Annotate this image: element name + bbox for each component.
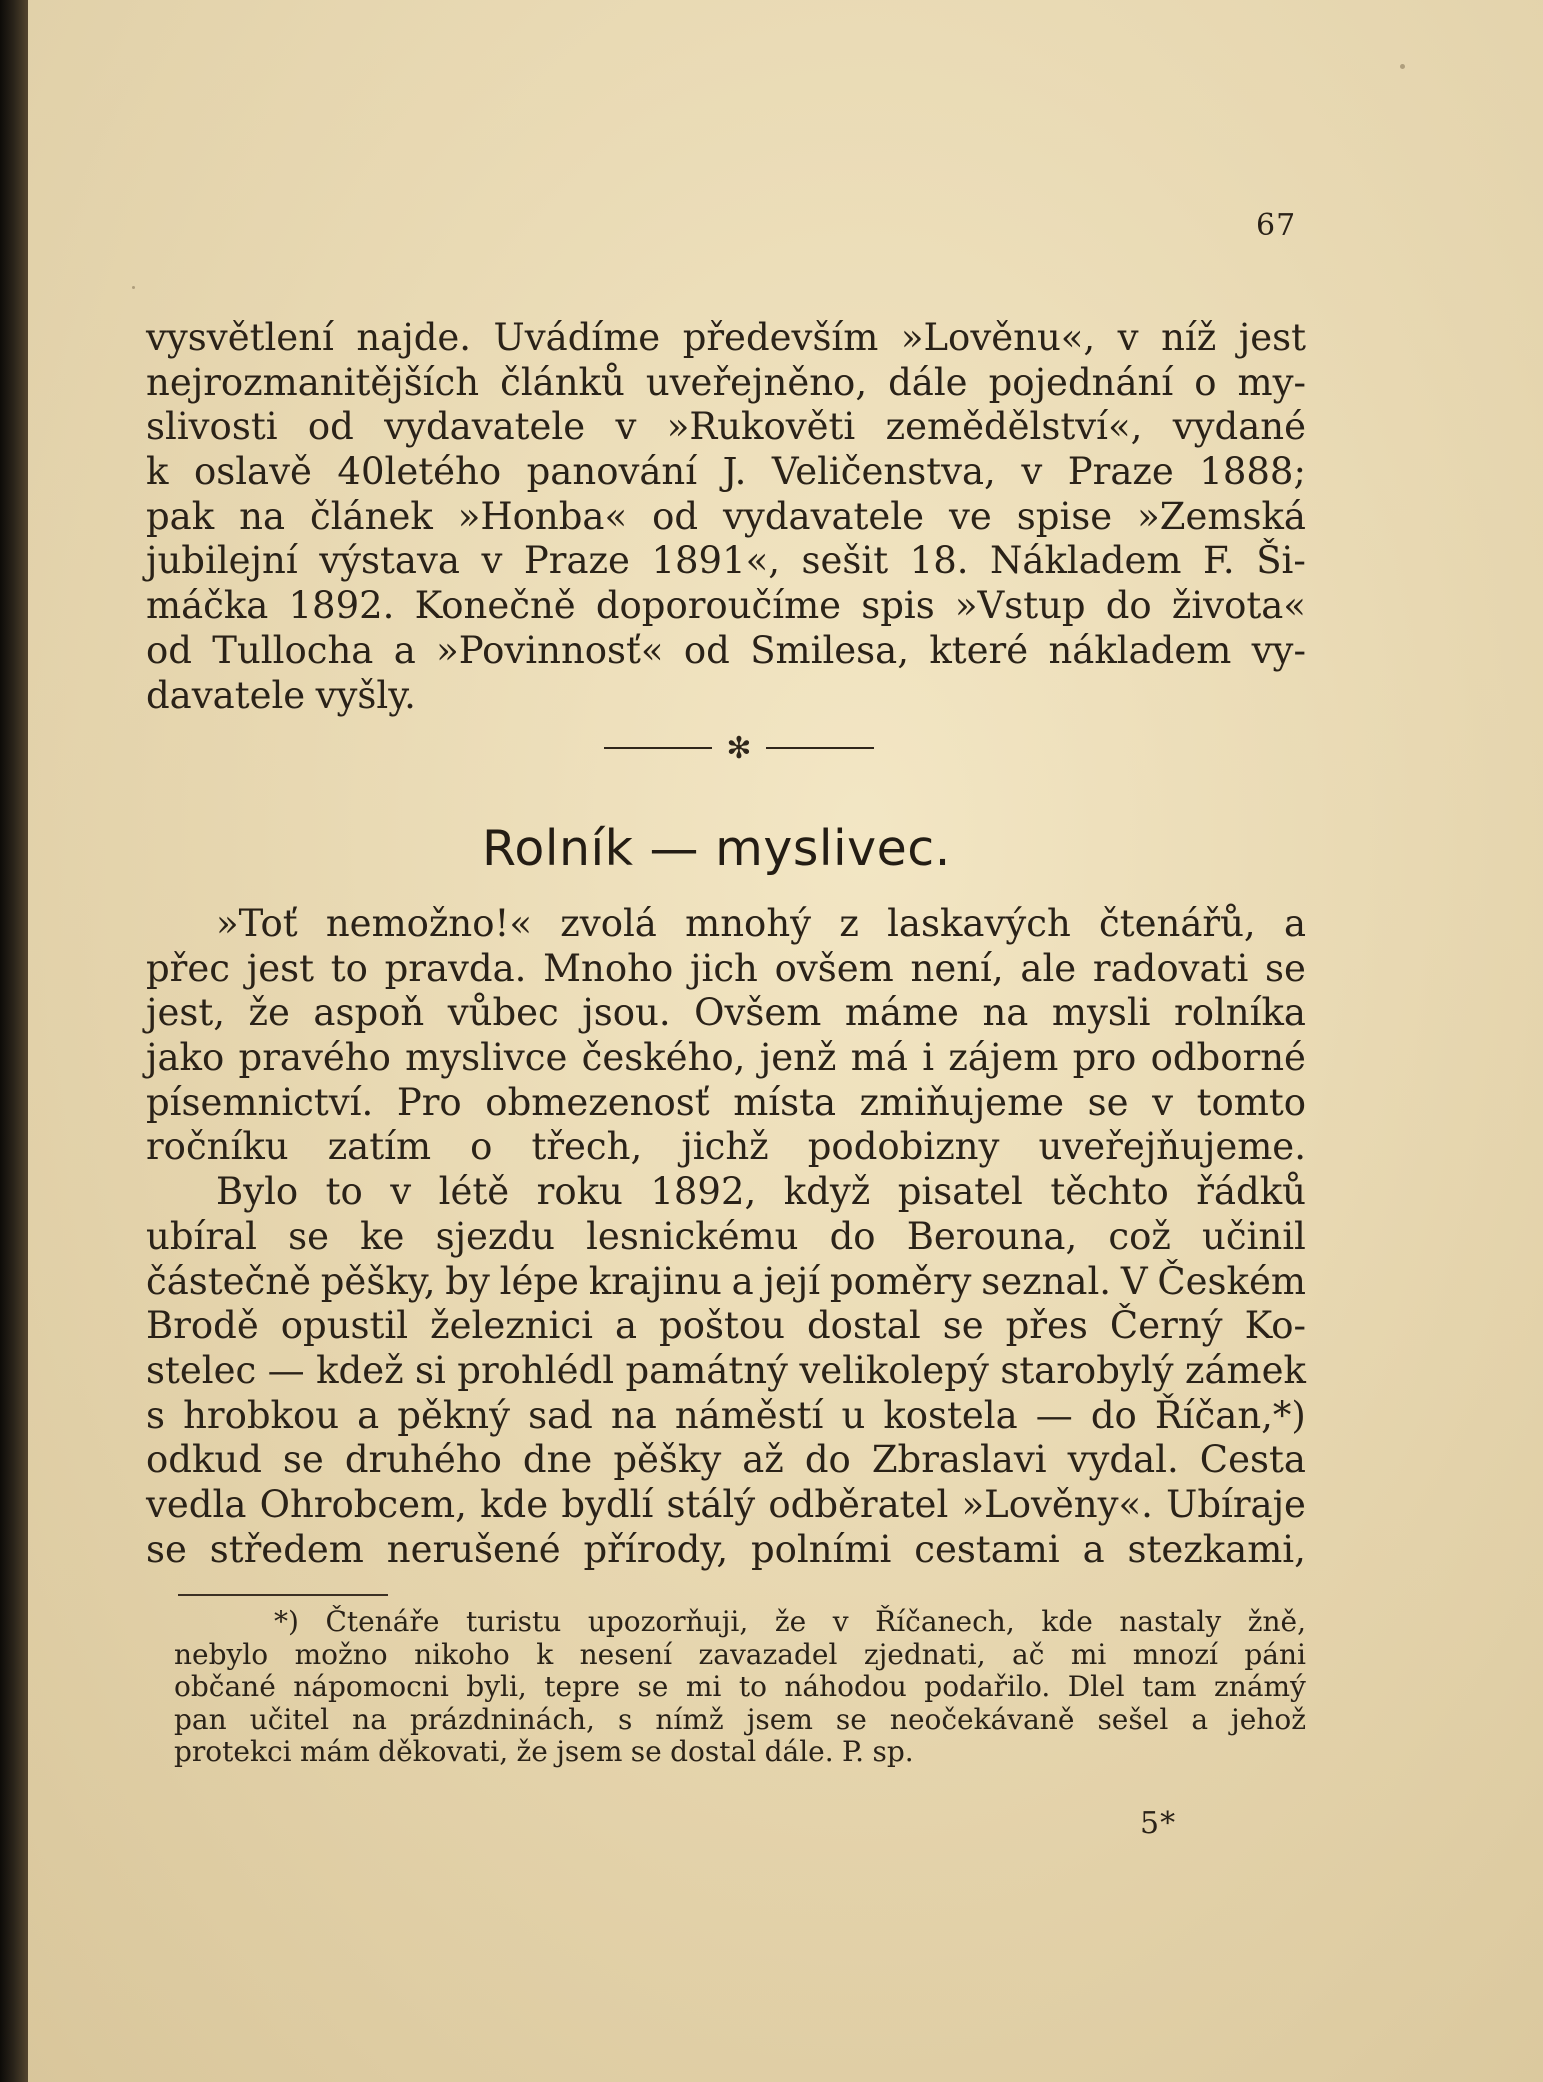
paragraph-line: jest, že aspoň vůbec jsou. Ovšem máme na mysli rolníka bbox=[146, 991, 1306, 1035]
footnote-line: protekci mám děkovati, že jsem se dostal dále. P. sp. bbox=[174, 1735, 914, 1768]
intro-line: vysvětlení najde. Uvádíme především »Lověnu«, v níž jest bbox=[146, 316, 1306, 359]
signature-mark: 5* bbox=[1140, 1806, 1177, 1841]
paragraph-line: jako pravého myslivce českého, jenž má i zájem pro odborné bbox=[146, 1036, 1306, 1080]
intro-line: slivosti od vydavatele v »Rukověti zemědělství«, vydané bbox=[146, 405, 1306, 449]
intro-line: máčka 1892. Konečně doporoučíme spis »Vstup do života« bbox=[146, 584, 1306, 628]
footnote-line: nebylo možno nikoho k nesení zavazadel zjednati, ač mi mnozí páni bbox=[174, 1637, 1306, 1671]
paper-speck bbox=[132, 286, 135, 289]
paragraph-line: se středem nerušené přírody, polními cestami a stezkami, bbox=[146, 1527, 1306, 1571]
paragraph-line: Brodě opustil železnici a poštou dostal se přes Černý Ko- bbox=[146, 1304, 1306, 1348]
section-separator bbox=[604, 734, 874, 762]
book-page bbox=[28, 0, 1543, 2082]
intro-paragraph bbox=[146, 316, 1306, 718]
intro-line: jubilejní výstava v Praze 1891«, sešit 18. Nákladem F. Ši- bbox=[146, 539, 1306, 583]
separator-asterism-icon: ✻ bbox=[726, 734, 752, 762]
paragraph-line: písemnictví. Pro obmezenosť místa zmiňujeme se v tomto bbox=[146, 1080, 1306, 1124]
section-paragraph-1 bbox=[146, 902, 1306, 1170]
intro-line: od Tullocha a »Povinnosť« od Smilesa, které nákladem vy- bbox=[146, 628, 1306, 672]
paragraph-line: Bylo to v létě roku 1892, když pisatel těchto řádků bbox=[216, 1170, 1306, 1214]
section-paragraph-2 bbox=[146, 1170, 1306, 1572]
paragraph-line: »Toť nemožno!« zvolá mnohý z laskavých čtenářů, a bbox=[216, 902, 1306, 945]
footnote-line: občané nápomocni byli, tepre se mi to náhodou podařilo. Dlel tam známý bbox=[174, 1670, 1306, 1703]
footnote-line: *) Čtenáře turistu upozorňuji, že v Říčanech, kde nastaly žně, bbox=[274, 1605, 1306, 1638]
paragraph-line: odkud se druhého dne pěšky až do Zbraslavi vydal. Cesta bbox=[146, 1438, 1306, 1482]
section-body bbox=[146, 902, 1306, 1572]
intro-line: pak na článek »Honba« od vydavatele ve spise »Zemská bbox=[146, 494, 1306, 538]
paragraph-line: s hrobkou a pěkný sad na náměstí u kostela — do Říčan,*) bbox=[146, 1393, 1306, 1437]
paragraph-line: přec jest to pravda. Mnoho jich ovšem není, ale radovati se bbox=[146, 946, 1306, 990]
page-number: 67 bbox=[1256, 208, 1297, 243]
intro-line: nejrozmanitějších článků uveřejněno, dále pojednání o my- bbox=[146, 360, 1306, 404]
paragraph-line: vedla Ohrobcem, kde bydlí stálý odběratel »Lověny«. Ubíraje bbox=[146, 1482, 1306, 1526]
footnote bbox=[174, 1606, 1306, 1769]
footnote-line: pan učitel na prázdninách, s nímž jsem se neočekávaně sešel a jehož bbox=[174, 1702, 1306, 1736]
intro-line: k oslavě 40letého panování J. Veličenstva, v Praze 1888; bbox=[146, 450, 1306, 494]
paragraph-line: ubíral se ke sjezdu lesnickému do Berouna, což učinil bbox=[146, 1214, 1306, 1258]
paper-speck bbox=[1400, 64, 1405, 69]
intro-line: davatele vyšly. bbox=[146, 673, 416, 717]
scan-binding-edge bbox=[0, 0, 30, 2082]
paragraph-line: částečně pěšky, by lépe krajinu a její poměry seznal. V Českém bbox=[146, 1259, 1306, 1303]
section-title: Rolník — myslivec. bbox=[482, 820, 951, 877]
paragraph-line: stelec — kdež si prohlédl památný velikolepý starobylý zámek bbox=[146, 1348, 1306, 1392]
paragraph-line: ročníku zatím o třech, jichž podobizny uveřejňujeme. bbox=[146, 1125, 1306, 1169]
footnote-divider bbox=[178, 1594, 388, 1596]
